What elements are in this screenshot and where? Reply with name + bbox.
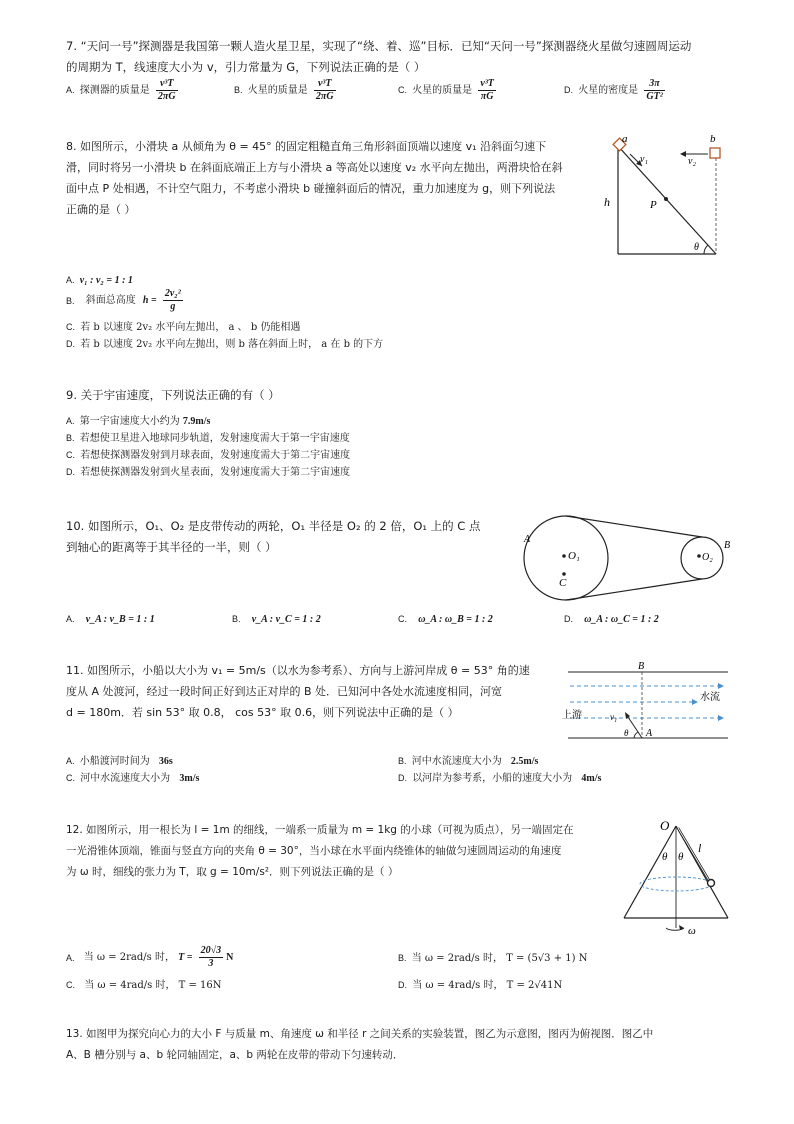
option-value: 3m/s [179, 773, 200, 784]
option-text: 若想使探测器发射到火星表面，发射速度需大于第二宇宙速度 [80, 467, 351, 478]
q12-line1: 12. 如图所示，用一根长为 l = 1m 的细线，一端系一质量为 m = 1kg 的小球（可视为质点），另一端固定在 [66, 824, 574, 836]
q13-stem [66, 1024, 746, 1066]
label-upstream: 上游 [562, 710, 582, 721]
q11-option-d[interactable] [398, 771, 601, 786]
label-o2: O₂ [702, 552, 713, 563]
q11-option-a[interactable] [66, 754, 173, 769]
q10-belt-figure [516, 514, 738, 604]
q12-option-a[interactable] [66, 944, 233, 972]
option-text: ω_A : ω_C = 1 : 2 [584, 614, 659, 625]
label-a: a [622, 134, 628, 145]
label-v1: v₁ [640, 154, 648, 165]
option-text: 当 ω = 4rad/s 时， T = 2√41N [412, 980, 563, 991]
option-text: v_A : v_C = 1 : 2 [251, 614, 321, 625]
option-text: 当 ω = 2rad/s 时， [83, 952, 175, 963]
q10-stem [66, 516, 516, 558]
q13-line2: A、B 槽分别与 a、b 轮同轴固定，a、b 两轮在皮带的带动下匀速转动． [66, 1049, 404, 1061]
cone-left-edge [624, 826, 676, 918]
q10-line1: 10. 如图所示，O₁、O₂ 是皮带传动的两轮，O₁ 半径是 O₂ 的 2 倍，O₁ 上的 C 点 [66, 519, 481, 533]
label-o1: O₁ [568, 550, 580, 562]
q11-option-c[interactable] [66, 771, 199, 786]
option-label: D. [66, 339, 75, 349]
fraction: $\frac{3\pi}{\text{GT²}}$ [646, 78, 663, 102]
label-v2: v₂ [688, 156, 696, 167]
option-text: 若想使卫星进入地球同步轨道，发射速度需大于第一宇宙速度 [79, 433, 350, 444]
label-b: B [724, 540, 731, 551]
q11-line3: d = 180m．若 sin 53° 取 0.8， cos 53° 取 0.6，则下列说法中正确的是（ ） [66, 706, 459, 719]
label-b: b [710, 134, 716, 145]
q8-line3: 面中点 P 处相遇，不计空气阻力，不考虑小滑块 b 碰撞斜面后的情况，重力加速度为 g，则下列说法 [66, 182, 556, 195]
fraction: $\frac{\text{2v₂²}}{g}$ [164, 288, 181, 312]
block-b [710, 148, 720, 158]
option-value: 4m/s [581, 773, 602, 784]
label-omega: ω [688, 925, 696, 937]
option-text: v_A : v_B = 1 : 1 [85, 614, 155, 625]
belt-top [566, 516, 702, 537]
option-text: 以河岸为参考系，小船的速度大小为 [412, 773, 573, 784]
q12-line3: 为 ω 时，细线的张力为 T，取 g = 10m/s²．则下列说法正确的是（ ） [66, 866, 399, 878]
q9-option-a[interactable] [66, 414, 210, 429]
q9-option-c[interactable] [66, 448, 350, 463]
theta-arc [704, 245, 708, 254]
label-p: P [650, 199, 657, 211]
q11-stem [66, 660, 558, 723]
option-label: A. [66, 85, 75, 95]
option-text: 小船渡河时间为 [79, 756, 150, 767]
option-label: B. [234, 85, 243, 95]
option-label: B. [232, 614, 241, 624]
label-theta-right: θ [678, 851, 684, 863]
option-label: B. [66, 433, 75, 443]
q8-stem [66, 136, 606, 220]
option-label: C. [66, 450, 75, 460]
theta-arc [634, 732, 638, 738]
option-text: 当 ω = 4rad/s 时， T = 16N [84, 980, 222, 991]
q10-option-c[interactable] [398, 612, 493, 627]
label-theta: θ [694, 242, 699, 253]
point-p [664, 197, 668, 201]
option-text: 火星的质量是 [412, 85, 473, 96]
fraction: $\frac{20√3}{3}$ [200, 945, 222, 969]
option-label: A. [66, 275, 75, 285]
q8-line1: 8. 如图所示，小滑块 a 从倾角为 θ = 45° 的固定粗糙直角三角形斜面顶端以速度 v₁ 沿斜面匀速下 [66, 140, 547, 153]
option-text: v₁ : v₂ = 1 : 1 [79, 275, 133, 286]
label-b: B [638, 661, 645, 672]
label-theta: θ [624, 728, 629, 738]
option-text: 探测器的质量是 [79, 85, 150, 96]
option-var: T = [178, 952, 193, 963]
option-text: 河中水流速度大小为 [411, 756, 502, 767]
q10-option-b[interactable] [232, 612, 321, 627]
q8-incline-figure [598, 134, 728, 258]
q8-line2: 滑，同时将另一小滑块 b 在斜面底端正上方与小滑块 a 等高处以速度 v₂ 水平向左抛出，两滑块恰在斜 [66, 161, 563, 174]
fraction: $\frac{\text{v³T}}{2\pi G}$ [315, 78, 334, 102]
label-h: h [604, 195, 610, 209]
option-label: A. [66, 953, 75, 963]
option-label: C. [66, 322, 75, 332]
belt-bottom [566, 579, 702, 600]
q12-option-c[interactable] [66, 978, 222, 993]
option-label: B. [66, 296, 75, 306]
label-o: O [660, 818, 670, 833]
q10-option-a[interactable] [66, 612, 155, 627]
label-a: A [646, 728, 653, 739]
option-text: 当 ω = 2rad/s 时， T = (5√3 + 1) N [411, 953, 588, 964]
fraction: $\frac{\text{v³T}}{\pi G}$ [480, 78, 494, 102]
q7-option-a[interactable] [66, 78, 181, 103]
option-value: 7.9m/s [182, 416, 211, 427]
label-c: C [559, 577, 567, 589]
option-label: D. [564, 614, 573, 624]
option-label: C. [398, 85, 407, 95]
option-value: 36s [158, 756, 173, 767]
label-theta-left: θ [662, 851, 668, 863]
q9-option-d[interactable] [66, 465, 350, 480]
option-unit: N [226, 952, 234, 963]
option-text: 若 b 以速度 2v₂ 水平向左抛出，则 b 落在斜面上时， a 在 b 的下方 [80, 339, 384, 350]
option-label: D. [564, 85, 573, 95]
q7-line1: 7. “天问一号”探测器是我国第一颗人造火星卫星，实现了“绕、着、巡”目标．已知“天问一号”探测器绕火星做匀速圆周运动 [66, 39, 692, 53]
q10-line2: 到轴心的距离等于其半径的一半，则（ ） [66, 540, 277, 554]
q8-option-b[interactable] [66, 288, 186, 314]
q11-line2: 度从 A 处渡河，经过一段时间正好到达正对岸的 B 处．已知河中各处水流速度相同，河宽 [66, 685, 503, 698]
q11-option-b[interactable] [398, 754, 538, 769]
q8-option-a[interactable] [66, 273, 133, 288]
label-water: 水流 [700, 692, 720, 703]
option-label: A. [66, 416, 75, 426]
q11-river-figure [560, 658, 732, 742]
q8-line4: 正确的是（ ） [66, 203, 136, 216]
option-var: h = [142, 295, 157, 306]
option-text: 火星的密度是 [578, 85, 639, 96]
option-label: A. [66, 756, 75, 766]
q9-option-b[interactable] [66, 431, 350, 446]
option-text: ω_A : ω_B = 1 : 2 [418, 614, 493, 625]
option-value: 2.5m/s [510, 756, 539, 767]
q12-option-b[interactable] [398, 951, 587, 966]
option-text: 若想使探测器发射到月球表面，发射速度需大于第二宇宙速度 [80, 450, 351, 461]
option-text: 第一宇宙速度大小约为 [79, 416, 180, 427]
option-label: D. [66, 467, 75, 477]
q9-stem: 9. 关于宇宙速度，下列说法正确的有（ ） [66, 388, 280, 402]
q12-cone-figure [616, 816, 734, 938]
q12-line2: 一光滑锥体顶端，锥面与竖直方向的夹角 θ = 30°，当小球在水平面内绕锥体的轴做匀速圆周运动的角速度 [66, 845, 562, 857]
q7-option-b[interactable] [234, 78, 339, 103]
option-label: C. [66, 773, 75, 783]
q12-option-d[interactable] [398, 978, 562, 993]
option-text: 火星的质量是 [247, 85, 308, 96]
option-label: C. [66, 980, 75, 990]
fraction: $\frac{\text{v³T}}{2\pi G}$ [157, 78, 176, 102]
q8-option-d[interactable] [66, 337, 383, 352]
q7-line2: 的周期为 T，线速度大小为 v，引力常量为 G，下列说法正确的是（ ） [66, 60, 426, 74]
label-l: l [698, 841, 702, 855]
option-text: 河中水流速度大小为 [80, 773, 171, 784]
label-v1: v₁ [610, 712, 618, 722]
q8-option-c[interactable] [66, 320, 300, 335]
option-text: 斜面总高度 [85, 295, 136, 306]
option-label: B. [398, 953, 407, 963]
q10-option-d[interactable] [564, 612, 659, 627]
q13-line1: 13. 如图甲为探究向心力的大小 F 与质量 m、角速度 ω 和半径 r 之间关系的实验装置，图乙为示意图，图丙为俯视图．图乙中 [66, 1028, 654, 1040]
ball [708, 880, 715, 887]
q11-line1: 11. 如图所示，小船以大小为 v₁ = 5m/s（以水为参考系）、方向与上游河岸成 θ = 53° 角的速 [66, 664, 530, 677]
option-text: 若 b 以速度 2v₂ 水平向左抛出， a 、 b 仍能相遇 [80, 322, 301, 333]
option-label: A. [66, 614, 75, 624]
option-label: D. [398, 773, 407, 783]
option-label: C. [398, 614, 407, 624]
q7-option-d[interactable] [564, 78, 668, 103]
label-a: A [524, 534, 531, 545]
option-label: B. [398, 756, 407, 766]
q7-stem [66, 36, 746, 78]
q12-stem [66, 820, 616, 883]
option-label: D. [398, 980, 407, 990]
q7-option-c[interactable] [398, 78, 499, 103]
